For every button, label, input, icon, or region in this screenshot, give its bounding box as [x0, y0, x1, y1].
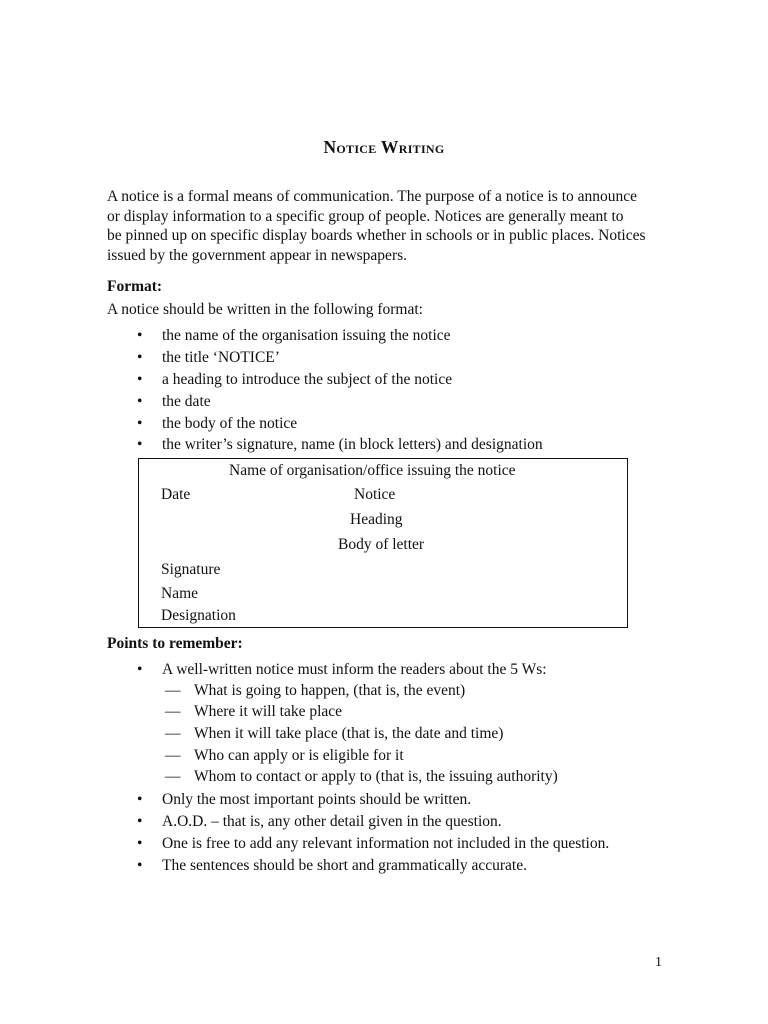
bullet-icon: •	[137, 436, 143, 453]
bullet-icon: •	[137, 835, 143, 852]
bullet-icon: •	[137, 415, 143, 432]
box-notice: Notice	[354, 486, 396, 503]
box-organisation: Name of organisation/office issuing the notice	[229, 462, 516, 479]
page-number: 1	[655, 955, 662, 970]
intro-line: or display information to a specific group of people. Notices are generally meant to	[107, 207, 624, 225]
dash-icon: —	[165, 747, 181, 764]
dash-icon: —	[165, 682, 181, 699]
bullet-icon: •	[137, 327, 143, 344]
format-heading: Format:	[107, 278, 163, 295]
points-list-item: • One is free to add any relevant information not included in the question.	[137, 835, 610, 852]
format-list-item: • the writer’s signature, name (in block letters) and designation	[137, 436, 543, 453]
bullet-icon: •	[137, 371, 143, 388]
format-lead: A notice should be written in the following format:	[107, 301, 423, 318]
ws-list-item: — Where it will take place	[165, 703, 343, 720]
box-signature: Signature	[161, 561, 221, 578]
intro-line: A notice is a formal means of communication. The purpose of a notice is to announce	[107, 188, 638, 205]
box-designation: Designation	[161, 607, 236, 624]
format-list-item: • the date	[137, 393, 211, 410]
ws-list-item: — Whom to contact or apply to (that is, the issuing authority)	[165, 768, 558, 785]
format-list-item: • a heading to introduce the subject of the notice	[137, 371, 453, 388]
dash-icon: —	[165, 703, 181, 720]
bullet-icon: •	[137, 813, 143, 830]
intro-line: be pinned up on specific display boards whether in schools or in public places. Notices	[107, 227, 646, 245]
ws-list-item: — When it will take place (that is, the date and time)	[165, 725, 504, 742]
format-list-item: • the body of the notice	[137, 415, 298, 432]
points-list-item: • A.O.D. – that is, any other detail given in the question.	[137, 813, 502, 830]
points-list-item: • A well-written notice must inform the readers about the 5 Ws:	[137, 661, 547, 678]
points-heading: Points to remember:	[107, 635, 243, 652]
bullet-icon: •	[137, 349, 143, 366]
intro-paragraph	[107, 187, 667, 265]
bullet-icon: •	[137, 857, 143, 874]
bullet-icon: •	[137, 791, 143, 808]
ws-list-item: — What is going to happen, (that is, the event)	[165, 682, 466, 699]
format-list-item: • the title ‘NOTICE’	[137, 349, 280, 366]
page-title: Notice Writing	[323, 137, 445, 157]
intro-line: issued by the government appear in newspapers.	[107, 246, 408, 264]
ws-list-item: — Who can apply or is eligible for it	[165, 747, 404, 764]
dash-icon: —	[165, 725, 181, 742]
box-heading: Heading	[350, 511, 403, 528]
bullet-icon: •	[137, 393, 143, 410]
dash-icon: —	[165, 768, 181, 785]
notice-format-box	[138, 458, 628, 628]
format-list-item: • the name of the organisation issuing the notice	[137, 327, 451, 344]
points-list-item: • The sentences should be short and grammatically accurate.	[137, 857, 527, 874]
box-name: Name	[161, 585, 199, 602]
box-body: Body of letter	[338, 536, 425, 553]
box-date: Date	[161, 486, 191, 503]
bullet-icon: •	[137, 661, 143, 678]
points-list-item: • Only the most important points should be written.	[137, 791, 472, 808]
